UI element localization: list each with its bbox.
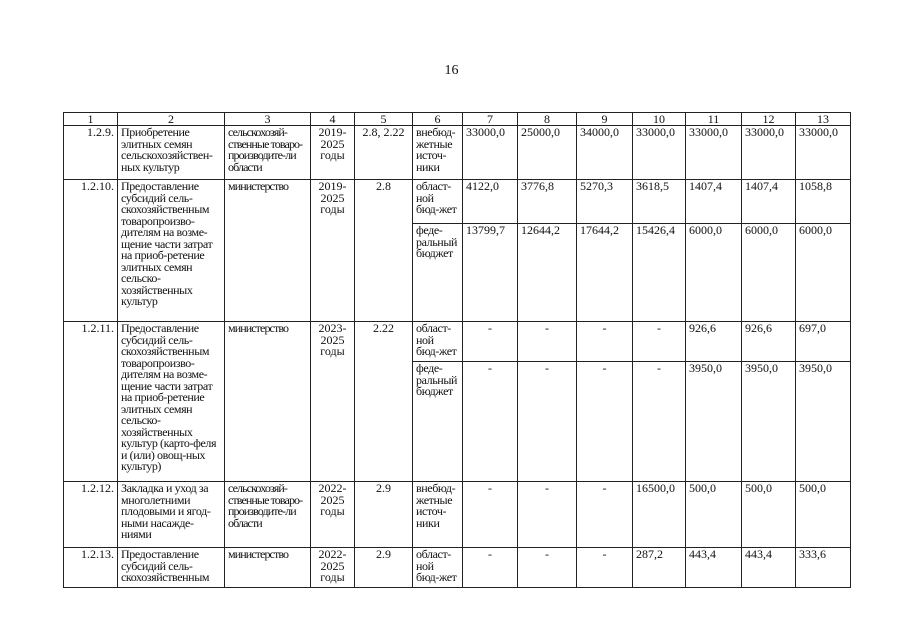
value-cell: 1407,4 [742, 180, 796, 224]
value-cell: 287,2 [633, 548, 686, 588]
value-cell: 33000,0 [742, 126, 796, 180]
value-cell: - [463, 322, 518, 362]
value-cell: 13799,7 [463, 224, 518, 322]
value-cell: 3618,5 [633, 180, 686, 224]
value-cell: 926,6 [742, 322, 796, 362]
row-indicator-cell: 2.8, 2.22 [355, 126, 413, 180]
row-indicator-cell: 2.8 [355, 180, 413, 322]
header-cell: 4 [311, 113, 355, 126]
row-executor-cell: сельскохозяй-ственные товаро-производите-ли области [225, 126, 311, 180]
value-cell: - [463, 482, 518, 548]
value-cell: 3776,8 [518, 180, 577, 224]
row-source-cell: внебюд-жетные источ-ники [413, 482, 463, 548]
value-cell: 443,4 [686, 548, 742, 588]
header-cell: 13 [796, 113, 851, 126]
row-source-cell: област-ной бюд-жет [413, 322, 463, 362]
row-executor-cell: министерство [225, 322, 311, 482]
header-cell: 8 [518, 113, 577, 126]
table-row [64, 126, 851, 180]
header-cell: 3 [225, 113, 311, 126]
row-period-cell: 2019-2025 годы [311, 180, 355, 322]
header-cell: 1 [64, 113, 118, 126]
row-period-cell: 2023-2025 годы [311, 322, 355, 482]
header-cell: 5 [355, 113, 413, 126]
value-cell: - [518, 322, 577, 362]
row-code-cell: 1.2.10. [64, 180, 118, 322]
row-code-cell: 1.2.11. [64, 322, 118, 482]
value-cell: 33000,0 [633, 126, 686, 180]
row-executor-cell: министерство [225, 548, 311, 588]
header-cell: 6 [413, 113, 463, 126]
value-cell: 500,0 [742, 482, 796, 548]
header-cell: 11 [686, 113, 742, 126]
value-cell: - [518, 362, 577, 482]
value-cell: 33000,0 [796, 126, 851, 180]
header-cell: 2 [118, 113, 225, 126]
value-cell: 6000,0 [796, 224, 851, 322]
value-cell: - [577, 482, 633, 548]
value-cell: 443,4 [742, 548, 796, 588]
value-cell: - [463, 548, 518, 588]
page-number: 16 [444, 63, 459, 78]
row-indicator-cell: 2.9 [355, 548, 413, 588]
header-cell: 7 [463, 113, 518, 126]
row-indicator-cell: 2.22 [355, 322, 413, 482]
table-row [64, 322, 851, 362]
row-source-cell: внебюд-жетные источ-ники [413, 126, 463, 180]
value-cell: 697,0 [796, 322, 851, 362]
value-cell: - [633, 322, 686, 362]
table-body [64, 113, 851, 588]
value-cell: - [633, 362, 686, 482]
value-cell: 500,0 [796, 482, 851, 548]
budget-table [63, 112, 851, 588]
value-cell: 15426,4 [633, 224, 686, 322]
row-executor-cell: сельскохозяй-ственные товаро-производите-ли области [225, 482, 311, 548]
value-cell: 34000,0 [577, 126, 633, 180]
row-name-cell: Предоставление субсидий сель-скохозяйственным товаропроизво-дителям на возме-щение части затрат на приоб-ретение элитных семян сельско-хозяйственных культур [118, 180, 225, 322]
value-cell: 6000,0 [686, 224, 742, 322]
header-cell: 10 [633, 113, 686, 126]
value-cell: 333,6 [796, 548, 851, 588]
value-cell: 33000,0 [686, 126, 742, 180]
value-cell: 926,6 [686, 322, 742, 362]
value-cell: 25000,0 [518, 126, 577, 180]
row-period-cell: 2022-2025 годы [311, 548, 355, 588]
table-row [64, 548, 851, 588]
value-cell: 17644,2 [577, 224, 633, 322]
value-cell: 1407,4 [686, 180, 742, 224]
row-code-cell: 1.2.9. [64, 126, 118, 180]
value-cell: 12644,2 [518, 224, 577, 322]
row-name-cell: Предоставление субсидий сель-скохозяйственным товаропроизво-дителям на возме-щение части затрат на приоб-ретение элитных семян сельско-хозяйственных культур (карто-феля и (или) овощ-ных культур) [118, 322, 225, 482]
value-cell: - [577, 322, 633, 362]
value-cell: 6000,0 [742, 224, 796, 322]
value-cell: 3950,0 [796, 362, 851, 482]
header-cell: 9 [577, 113, 633, 126]
row-period-cell: 2019-2025 годы [311, 126, 355, 180]
value-cell: 33000,0 [463, 126, 518, 180]
value-cell: 16500,0 [633, 482, 686, 548]
row-code-cell: 1.2.12. [64, 482, 118, 548]
row-source-cell: феде-ральный бюджет [413, 224, 463, 322]
value-cell: - [577, 362, 633, 482]
value-cell: 3950,0 [742, 362, 796, 482]
value-cell: - [518, 548, 577, 588]
value-cell: 500,0 [686, 482, 742, 548]
row-period-cell: 2022-2025 годы [311, 482, 355, 548]
row-name-cell: Закладка и уход за многолетними плодовыми и ягод-ными насажде-ниями [118, 482, 225, 548]
row-source-cell: феде-ральный бюджет [413, 362, 463, 482]
value-cell: 4122,0 [463, 180, 518, 224]
table-row [64, 180, 851, 224]
row-name-cell: Приобретение элитных семян сельскохозяйствен-ных культур [118, 126, 225, 180]
header-cell: 12 [742, 113, 796, 126]
value-cell: 1058,8 [796, 180, 851, 224]
value-cell: 5270,3 [577, 180, 633, 224]
value-cell: - [463, 362, 518, 482]
row-source-cell: област-ной бюд-жет [413, 180, 463, 224]
row-indicator-cell: 2.9 [355, 482, 413, 548]
value-cell: - [577, 548, 633, 588]
row-code-cell: 1.2.13. [64, 548, 118, 588]
row-name-cell: Предоставление субсидий сель-скохозяйственным [118, 548, 225, 588]
header-row [64, 113, 851, 126]
row-executor-cell: министерство [225, 180, 311, 322]
row-source-cell: област-ной бюд-жет [413, 548, 463, 588]
value-cell: - [518, 482, 577, 548]
table-row [64, 482, 851, 548]
value-cell: 3950,0 [686, 362, 742, 482]
